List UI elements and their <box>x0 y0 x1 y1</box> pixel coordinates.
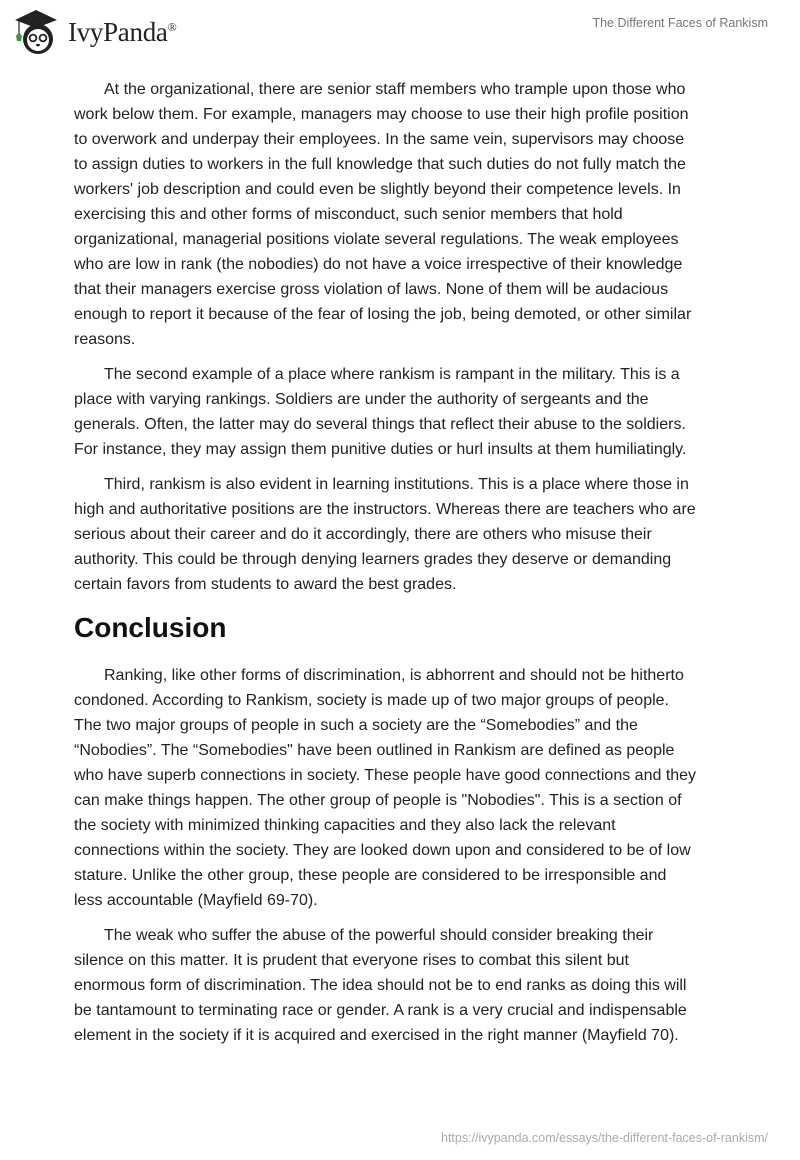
ivypanda-logo[interactable] <box>12 8 176 56</box>
paragraph <box>74 663 734 913</box>
paragraph-line: high and authoritative positions are the instructors. Whereas there are teachers who are <box>74 501 696 518</box>
paragraph-line: be tantamount to terminating race or gender. A rank is a very crucial and indispensable <box>74 1002 687 1019</box>
paragraph-line: The weak who suffer the abuse of the powerful should consider breaking their <box>104 927 654 944</box>
paragraph-line: who have superb connections in society. These people have good connections and they <box>74 767 697 784</box>
paragraph-line: stature. Unlike the other group, these people are considered to be irresponsible and <box>74 867 667 884</box>
paragraph-line: reasons. <box>74 331 136 348</box>
paragraph-line: Ranking, like other forms of discrimination, is abhorrent and should not be hitherto <box>104 667 684 684</box>
paragraph-line: workers' job description and could even be slightly beyond their competence levels. In <box>74 181 681 198</box>
paragraph-line: enough to report it because of the fear of losing the job, being demoted, or other similar <box>74 306 692 323</box>
paragraph-line: certain favors from students to award the best grades. <box>74 576 457 593</box>
paragraph-line: that their managers exercise gross violation of laws. None of them will be audacious <box>74 281 669 298</box>
paragraph <box>74 362 734 462</box>
paragraph-line: organizational, managerial positions violate several regulations. The weak employees <box>74 231 679 248</box>
paragraph-line: For instance, they may assign them punitive duties or hurl insults at them humiliatingly. <box>74 441 687 458</box>
paragraph-line: can make things happen. The other group of people is "Nobodies". This is a section of <box>74 792 682 809</box>
paragraph <box>74 923 734 1048</box>
page-header <box>0 0 800 60</box>
source-url[interactable]: https://ivypanda.com/essays/the-different-faces-of-rankism/ <box>441 1131 768 1145</box>
paragraph-line: less accountable (Mayfield 69-70). <box>74 892 318 909</box>
paragraph-line: The second example of a place where rankism is rampant in the military. This is a <box>104 366 680 383</box>
paragraph-line: Third, rankism is also evident in learning institutions. This is a place where those in <box>104 476 689 493</box>
paragraph-line: connections within the society. They are looked down upon and considered to be of low <box>74 842 691 859</box>
paragraph <box>74 472 734 597</box>
paragraph-line: authority. This could be through denying learners grades they deserve or demanding <box>74 551 672 568</box>
document-title: The Different Faces of Rankism <box>592 16 768 30</box>
logo-text: IvyPanda® <box>68 16 177 47</box>
paragraph-line: At the organizational, there are senior staff members who trample upon those who <box>104 81 686 98</box>
paragraph-line: serious about their career and do it accordingly, there are others who misuse their <box>74 526 652 543</box>
paragraph-line: silence on this matter. It is prudent that everyone rises to combat this silent but <box>74 952 629 969</box>
paragraph-line: “Nobodies”. The “Somebodies" have been outlined in Rankism are defined as people <box>74 742 675 759</box>
paragraph-line: place with varying rankings. Soldiers are under the authority of sergeants and the <box>74 391 649 408</box>
paragraph-line: exercising this and other forms of misconduct, such senior members that hold <box>74 206 623 223</box>
panda-graduate-icon <box>12 8 62 56</box>
paragraph-line: enormous form of discrimination. The idea should not be to end ranks as doing this will <box>74 977 687 994</box>
paragraph-line: generals. Often, the latter may do several things that reflect their abuse to the soldiers. <box>74 416 686 433</box>
section-heading: Conclusion <box>74 612 227 643</box>
paragraph-line: condoned. According to Rankism, society is made up of two major groups of people. <box>74 692 669 709</box>
paragraph-line: who are low in rank (the nobodies) do not have a voice irrespective of their knowledge <box>74 256 683 273</box>
paragraph <box>74 77 734 352</box>
essay-body <box>74 77 734 1058</box>
paragraph-line: to assign duties to workers in the full knowledge that such duties do not fully match the <box>74 156 686 173</box>
paragraph-line: to overwork and underpay their employees. In the same vein, supervisors may choose <box>74 131 685 148</box>
paragraph-line: element in the society if it is acquired and exercised in the right manner (Mayfield 70). <box>74 1027 679 1044</box>
paragraph-line: the society with minimized thinking capacities and they also lack the relevant <box>74 817 616 834</box>
paragraph-line: The two major groups of people in such a society are the “Somebodies” and the <box>74 717 638 734</box>
paragraph-line: work below them. For example, managers may choose to use their high profile position <box>74 106 689 123</box>
